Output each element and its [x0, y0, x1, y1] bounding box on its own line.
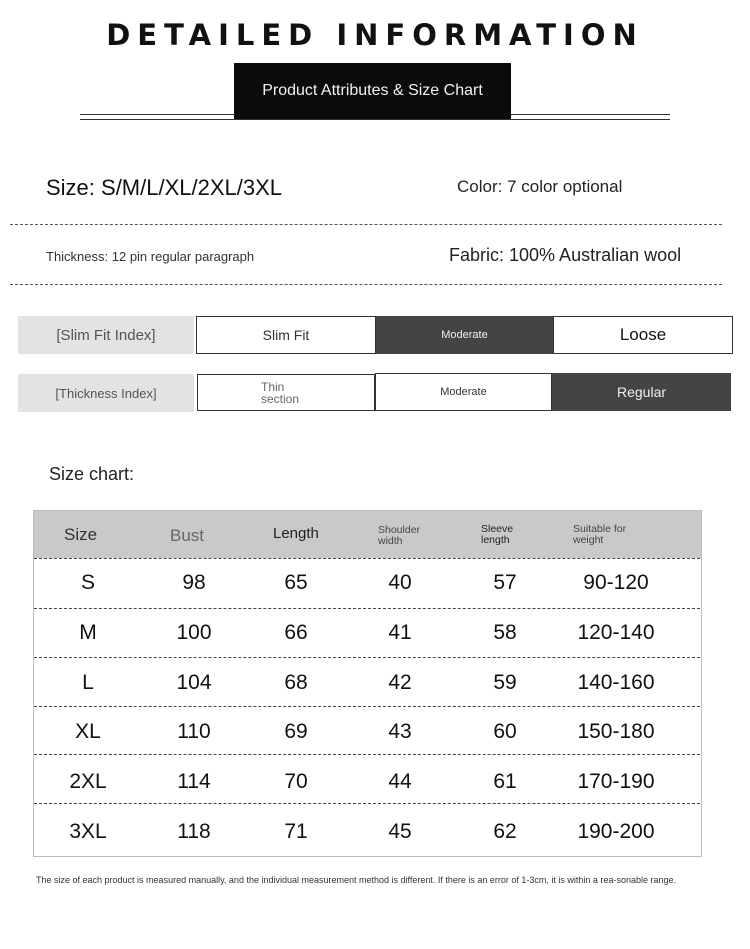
- thickness-option-regular-selected: Regular: [552, 373, 731, 411]
- dashed-divider: [10, 224, 722, 225]
- row-divider: [34, 608, 700, 609]
- color-attribute: Color: 7 color optional: [457, 177, 623, 196]
- cell-sleeve: 59: [493, 671, 517, 694]
- row-divider: [34, 558, 700, 559]
- cell-bust: 110: [177, 720, 211, 743]
- thickness-attribute: Thickness: 12 pin regular paragraph: [46, 249, 255, 264]
- row-divider: [34, 657, 700, 658]
- cell-weight: 140-160: [577, 671, 655, 694]
- row-divider: [34, 754, 700, 755]
- cell-size: 2XL: [69, 770, 107, 793]
- size-attribute: Size: S/M/L/XL/2XL/3XL: [46, 175, 283, 200]
- cell-weight: 90-120: [583, 571, 649, 594]
- column-header-shoulder-width: Shoulder width: [378, 524, 421, 547]
- cell-size: M: [79, 621, 97, 644]
- cell-sleeve: 57: [493, 571, 517, 594]
- column-header-bust: Bust: [170, 526, 205, 545]
- cell-length: 68: [284, 671, 308, 694]
- cell-sleeve: 62: [493, 820, 517, 843]
- cell-shoulder: 45: [388, 820, 412, 843]
- cell-length: 71: [284, 820, 308, 843]
- column-header-sleeve-length: Sleeve length: [481, 523, 514, 546]
- cell-size: L: [82, 671, 94, 694]
- cell-shoulder: 40: [388, 571, 412, 594]
- table-row: [0, 720, 750, 750]
- dashed-divider: [10, 284, 722, 285]
- cell-sleeve: 60: [493, 720, 517, 743]
- cell-shoulder: 41: [388, 621, 412, 644]
- row-divider: [34, 803, 700, 804]
- table-row: [0, 571, 750, 601]
- cell-length: 69: [284, 720, 308, 743]
- cell-sleeve: 61: [493, 770, 517, 793]
- table-row: [0, 671, 750, 701]
- thickness-option-thin: Thin section: [197, 374, 375, 411]
- slim-fit-index-label: [Slim Fit Index]: [18, 316, 194, 354]
- table-row: [0, 820, 750, 850]
- cell-length: 65: [284, 571, 308, 594]
- table-row: [0, 621, 750, 651]
- slim-fit-option-moderate-selected: Moderate: [376, 316, 553, 354]
- fabric-attribute: Fabric: 100% Australian wool: [449, 245, 682, 265]
- cell-sleeve: 58: [493, 621, 517, 644]
- cell-bust: 118: [177, 820, 211, 843]
- page-title: DETAILED INFORMATION: [106, 18, 644, 52]
- cell-bust: 100: [176, 621, 212, 644]
- thickness-option-moderate: Moderate: [375, 373, 552, 411]
- table-row: [0, 770, 750, 800]
- cell-weight: 120-140: [577, 621, 655, 644]
- header-rule-bottom: [80, 119, 670, 120]
- cell-size: XL: [75, 720, 101, 743]
- cell-shoulder: 43: [388, 720, 412, 743]
- cell-bust: 114: [177, 770, 211, 793]
- slim-fit-option-slim: Slim Fit: [196, 316, 376, 354]
- slim-fit-option-loose: Loose: [553, 316, 733, 354]
- cell-shoulder: 44: [388, 770, 412, 793]
- cell-bust: 104: [176, 671, 212, 694]
- cell-bust: 98: [182, 571, 206, 594]
- cell-length: 66: [284, 621, 308, 644]
- column-header-suitable-weight: Suitable for weight: [573, 523, 627, 546]
- cell-shoulder: 42: [388, 671, 412, 694]
- column-header-size: Size: [64, 525, 98, 544]
- cell-size: 3XL: [69, 820, 107, 843]
- subtitle-banner: Product Attributes & Size Chart: [234, 63, 511, 119]
- column-header-length: Length: [273, 525, 319, 542]
- cell-size: S: [80, 571, 95, 594]
- cell-weight: 190-200: [577, 820, 655, 843]
- cell-length: 70: [284, 770, 308, 793]
- thickness-index-label: [Thickness Index]: [18, 374, 194, 412]
- size-chart-label: Size chart:: [49, 464, 135, 484]
- cell-weight: 170-190: [577, 770, 655, 793]
- measurement-note: The size of each product is measured manually, and the individual measurement method is different. If there is an error of 1-3cm, it is within a rea-sonable range.: [36, 875, 676, 885]
- cell-weight: 150-180: [577, 720, 655, 743]
- row-divider: [34, 706, 700, 707]
